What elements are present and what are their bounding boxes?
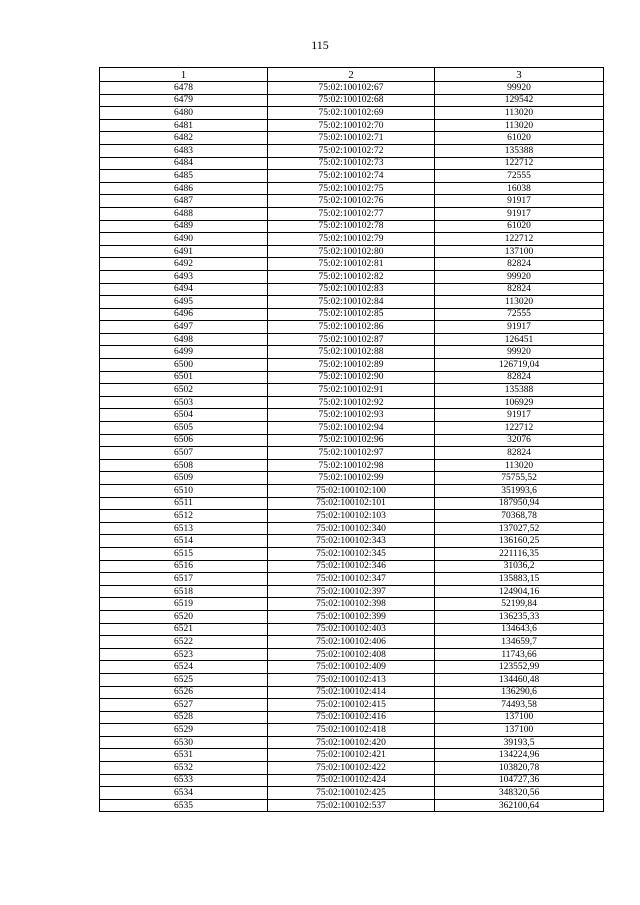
row-number-cell: 6506 bbox=[100, 434, 268, 447]
row-number-cell: 6500 bbox=[100, 359, 268, 372]
table-row bbox=[100, 661, 604, 674]
table-row bbox=[100, 94, 604, 107]
value-cell: 134659,7 bbox=[435, 636, 604, 649]
value-cell: 61020 bbox=[435, 132, 604, 145]
cadastral-number-cell: 75:02:100102:73 bbox=[268, 157, 435, 170]
cadastral-number-cell: 75:02:100102:408 bbox=[268, 648, 435, 661]
row-number-cell: 6513 bbox=[100, 522, 268, 535]
cadastral-number-cell: 75:02:100102:74 bbox=[268, 170, 435, 183]
row-number-cell: 6497 bbox=[100, 321, 268, 334]
value-cell: 134643,6 bbox=[435, 623, 604, 636]
value-cell: 134224,96 bbox=[435, 749, 604, 762]
row-number-cell: 6501 bbox=[100, 371, 268, 384]
cadastral-number-cell: 75:02:100102:76 bbox=[268, 195, 435, 208]
cadastral-number-cell: 75:02:100102:537 bbox=[268, 799, 435, 812]
row-number-cell: 6522 bbox=[100, 636, 268, 649]
row-number-cell: 6483 bbox=[100, 144, 268, 157]
value-cell: 72555 bbox=[435, 170, 604, 183]
cadastral-number-cell: 75:02:100102:406 bbox=[268, 636, 435, 649]
cadastral-number-cell: 75:02:100102:67 bbox=[268, 82, 435, 95]
value-cell: 91917 bbox=[435, 409, 604, 422]
table-row bbox=[100, 296, 604, 309]
table-row bbox=[100, 573, 604, 586]
table-row bbox=[100, 547, 604, 560]
cadastral-number-cell: 75:02:100102:78 bbox=[268, 220, 435, 233]
cadastral-number-cell: 75:02:100102:100 bbox=[268, 485, 435, 498]
value-cell: 91917 bbox=[435, 195, 604, 208]
row-number-cell: 6484 bbox=[100, 157, 268, 170]
table-row bbox=[100, 283, 604, 296]
table-row bbox=[100, 799, 604, 812]
row-number-cell: 6527 bbox=[100, 699, 268, 712]
value-cell: 113020 bbox=[435, 107, 604, 120]
row-number-cell: 6520 bbox=[100, 610, 268, 623]
value-cell: 124904,16 bbox=[435, 585, 604, 598]
row-number-cell: 6503 bbox=[100, 396, 268, 409]
table-row bbox=[100, 673, 604, 686]
row-number-cell: 6524 bbox=[100, 661, 268, 674]
cadastral-number-cell: 75:02:100102:77 bbox=[268, 207, 435, 220]
table-row bbox=[100, 308, 604, 321]
table-row bbox=[100, 699, 604, 712]
row-number-cell: 6488 bbox=[100, 207, 268, 220]
row-number-cell: 6508 bbox=[100, 459, 268, 472]
table-row bbox=[100, 371, 604, 384]
table-row bbox=[100, 233, 604, 246]
cadastral-number-cell: 75:02:100102:418 bbox=[268, 724, 435, 737]
table-row bbox=[100, 749, 604, 762]
cadastral-number-cell: 75:02:100102:93 bbox=[268, 409, 435, 422]
table-row bbox=[100, 724, 604, 737]
cadastral-number-cell: 75:02:100102:403 bbox=[268, 623, 435, 636]
table-row bbox=[100, 736, 604, 749]
value-cell: 122712 bbox=[435, 233, 604, 246]
table-row bbox=[100, 560, 604, 573]
row-number-cell: 6505 bbox=[100, 422, 268, 435]
table-row bbox=[100, 119, 604, 132]
row-number-cell: 6530 bbox=[100, 736, 268, 749]
cadastral-number-cell: 75:02:100102:92 bbox=[268, 396, 435, 409]
row-number-cell: 6509 bbox=[100, 472, 268, 485]
value-cell: 99920 bbox=[435, 82, 604, 95]
row-number-cell: 6517 bbox=[100, 573, 268, 586]
value-cell: 113020 bbox=[435, 119, 604, 132]
value-cell: 106929 bbox=[435, 396, 604, 409]
cadastral-number-cell: 75:02:100102:94 bbox=[268, 422, 435, 435]
value-cell: 123552,99 bbox=[435, 661, 604, 674]
row-number-cell: 6496 bbox=[100, 308, 268, 321]
row-number-cell: 6535 bbox=[100, 799, 268, 812]
table-row bbox=[100, 321, 604, 334]
table-header bbox=[100, 68, 604, 82]
table-row bbox=[100, 522, 604, 535]
cadastral-number-cell: 75:02:100102:421 bbox=[268, 749, 435, 762]
table-row bbox=[100, 585, 604, 598]
table-row bbox=[100, 346, 604, 359]
row-number-cell: 6481 bbox=[100, 119, 268, 132]
cadastral-number-cell: 75:02:100102:71 bbox=[268, 132, 435, 145]
row-number-cell: 6494 bbox=[100, 283, 268, 296]
value-cell: 126719,04 bbox=[435, 359, 604, 372]
value-cell: 82824 bbox=[435, 447, 604, 460]
row-number-cell: 6504 bbox=[100, 409, 268, 422]
cadastral-number-cell: 75:02:100102:98 bbox=[268, 459, 435, 472]
cadastral-number-cell: 75:02:100102:84 bbox=[268, 296, 435, 309]
value-cell: 351993,6 bbox=[435, 485, 604, 498]
row-number-cell: 6531 bbox=[100, 749, 268, 762]
cadastral-number-cell: 75:02:100102:87 bbox=[268, 333, 435, 346]
cadastral-number-cell: 75:02:100102:399 bbox=[268, 610, 435, 623]
row-number-cell: 6487 bbox=[100, 195, 268, 208]
value-cell: 82824 bbox=[435, 258, 604, 271]
cadastral-number-cell: 75:02:100102:85 bbox=[268, 308, 435, 321]
table-row bbox=[100, 648, 604, 661]
row-number-cell: 6482 bbox=[100, 132, 268, 145]
cadastral-number-cell: 75:02:100102:347 bbox=[268, 573, 435, 586]
value-cell: 136235,33 bbox=[435, 610, 604, 623]
cadastral-number-cell: 75:02:100102:97 bbox=[268, 447, 435, 460]
column-header-3: 3 bbox=[435, 68, 604, 82]
value-cell: 113020 bbox=[435, 459, 604, 472]
table-row bbox=[100, 207, 604, 220]
table-row bbox=[100, 787, 604, 800]
table-row bbox=[100, 623, 604, 636]
table-row bbox=[100, 396, 604, 409]
table-row bbox=[100, 132, 604, 145]
cadastral-number-cell: 75:02:100102:91 bbox=[268, 384, 435, 397]
value-cell: 135388 bbox=[435, 144, 604, 157]
value-cell: 82824 bbox=[435, 371, 604, 384]
table-row bbox=[100, 220, 604, 233]
table-row bbox=[100, 447, 604, 460]
table-row bbox=[100, 472, 604, 485]
row-number-cell: 6491 bbox=[100, 245, 268, 258]
value-cell: 31036,2 bbox=[435, 560, 604, 573]
table-row bbox=[100, 82, 604, 95]
row-number-cell: 6519 bbox=[100, 598, 268, 611]
table-row bbox=[100, 384, 604, 397]
table-row bbox=[100, 636, 604, 649]
value-cell: 16038 bbox=[435, 182, 604, 195]
table-row bbox=[100, 409, 604, 422]
value-cell: 39193,5 bbox=[435, 736, 604, 749]
row-number-cell: 6493 bbox=[100, 270, 268, 283]
row-number-cell: 6480 bbox=[100, 107, 268, 120]
table-row bbox=[100, 107, 604, 120]
table-body bbox=[100, 82, 604, 812]
row-number-cell: 6512 bbox=[100, 510, 268, 523]
cadastral-number-cell: 75:02:100102:96 bbox=[268, 434, 435, 447]
value-cell: 135388 bbox=[435, 384, 604, 397]
row-number-cell: 6498 bbox=[100, 333, 268, 346]
row-number-cell: 6515 bbox=[100, 547, 268, 560]
row-number-cell: 6523 bbox=[100, 648, 268, 661]
table-row bbox=[100, 510, 604, 523]
row-number-cell: 6495 bbox=[100, 296, 268, 309]
cadastral-number-cell: 75:02:100102:409 bbox=[268, 661, 435, 674]
table-row bbox=[100, 434, 604, 447]
table-row bbox=[100, 485, 604, 498]
table-row bbox=[100, 195, 604, 208]
row-number-cell: 6528 bbox=[100, 711, 268, 724]
cadastral-number-cell: 75:02:100102:425 bbox=[268, 787, 435, 800]
value-cell: 32076 bbox=[435, 434, 604, 447]
cadastral-number-cell: 75:02:100102:68 bbox=[268, 94, 435, 107]
cadastral-number-cell: 75:02:100102:416 bbox=[268, 711, 435, 724]
cadastral-number-cell: 75:02:100102:415 bbox=[268, 699, 435, 712]
cadastral-number-cell: 75:02:100102:343 bbox=[268, 535, 435, 548]
value-cell: 99920 bbox=[435, 270, 604, 283]
value-cell: 91917 bbox=[435, 321, 604, 334]
value-cell: 137100 bbox=[435, 724, 604, 737]
cadastral-number-cell: 75:02:100102:99 bbox=[268, 472, 435, 485]
row-number-cell: 6478 bbox=[100, 82, 268, 95]
row-number-cell: 6526 bbox=[100, 686, 268, 699]
table-row bbox=[100, 598, 604, 611]
cadastral-number-cell: 75:02:100102:90 bbox=[268, 371, 435, 384]
row-number-cell: 6532 bbox=[100, 762, 268, 775]
column-header-2: 2 bbox=[268, 68, 435, 82]
row-number-cell: 6534 bbox=[100, 787, 268, 800]
cadastral-number-cell: 75:02:100102:75 bbox=[268, 182, 435, 195]
cadastral-number-cell: 75:02:100102:69 bbox=[268, 107, 435, 120]
cadastral-number-cell: 75:02:100102:82 bbox=[268, 270, 435, 283]
table-row bbox=[100, 535, 604, 548]
cadastral-number-cell: 75:02:100102:70 bbox=[268, 119, 435, 132]
row-number-cell: 6486 bbox=[100, 182, 268, 195]
value-cell: 99920 bbox=[435, 346, 604, 359]
cadastral-number-cell: 75:02:100102:346 bbox=[268, 560, 435, 573]
value-cell: 72555 bbox=[435, 308, 604, 321]
value-cell: 137100 bbox=[435, 245, 604, 258]
table-row bbox=[100, 711, 604, 724]
table-row bbox=[100, 245, 604, 258]
value-cell: 126451 bbox=[435, 333, 604, 346]
cadastral-number-cell: 75:02:100102:414 bbox=[268, 686, 435, 699]
value-cell: 135883,15 bbox=[435, 573, 604, 586]
table-row bbox=[100, 762, 604, 775]
row-number-cell: 6511 bbox=[100, 497, 268, 510]
value-cell: 137100 bbox=[435, 711, 604, 724]
value-cell: 134460,48 bbox=[435, 673, 604, 686]
value-cell: 348320,56 bbox=[435, 787, 604, 800]
value-cell: 75755,52 bbox=[435, 472, 604, 485]
row-number-cell: 6516 bbox=[100, 560, 268, 573]
cadastral-number-cell: 75:02:100102:103 bbox=[268, 510, 435, 523]
value-cell: 137027,52 bbox=[435, 522, 604, 535]
cadastral-number-cell: 75:02:100102:79 bbox=[268, 233, 435, 246]
value-cell: 187950,94 bbox=[435, 497, 604, 510]
table-row bbox=[100, 157, 604, 170]
table-row bbox=[100, 774, 604, 787]
cadastral-number-cell: 75:02:100102:86 bbox=[268, 321, 435, 334]
value-cell: 136160,25 bbox=[435, 535, 604, 548]
value-cell: 104727,36 bbox=[435, 774, 604, 787]
cadastral-number-cell: 75:02:100102:88 bbox=[268, 346, 435, 359]
value-cell: 61020 bbox=[435, 220, 604, 233]
row-number-cell: 6485 bbox=[100, 170, 268, 183]
value-cell: 91917 bbox=[435, 207, 604, 220]
row-number-cell: 6518 bbox=[100, 585, 268, 598]
cadastral-number-cell: 75:02:100102:422 bbox=[268, 762, 435, 775]
row-number-cell: 6499 bbox=[100, 346, 268, 359]
table-row bbox=[100, 182, 604, 195]
row-number-cell: 6489 bbox=[100, 220, 268, 233]
cadastral-number-cell: 75:02:100102:81 bbox=[268, 258, 435, 271]
value-cell: 113020 bbox=[435, 296, 604, 309]
value-cell: 11743,66 bbox=[435, 648, 604, 661]
row-number-cell: 6510 bbox=[100, 485, 268, 498]
cadastral-number-cell: 75:02:100102:398 bbox=[268, 598, 435, 611]
cadastral-number-cell: 75:02:100102:345 bbox=[268, 547, 435, 560]
value-cell: 70368,78 bbox=[435, 510, 604, 523]
table-row bbox=[100, 686, 604, 699]
row-number-cell: 6521 bbox=[100, 623, 268, 636]
cadastral-number-cell: 75:02:100102:80 bbox=[268, 245, 435, 258]
cadastral-number-cell: 75:02:100102:101 bbox=[268, 497, 435, 510]
value-cell: 221116,35 bbox=[435, 547, 604, 560]
table-row bbox=[100, 422, 604, 435]
value-cell: 74493,58 bbox=[435, 699, 604, 712]
value-cell: 52199,84 bbox=[435, 598, 604, 611]
table-row bbox=[100, 359, 604, 372]
row-number-cell: 6533 bbox=[100, 774, 268, 787]
value-cell: 362100,64 bbox=[435, 799, 604, 812]
cadastral-number-cell: 75:02:100102:89 bbox=[268, 359, 435, 372]
table-row bbox=[100, 610, 604, 623]
table-row bbox=[100, 170, 604, 183]
cadastral-number-cell: 75:02:100102:72 bbox=[268, 144, 435, 157]
cadastral-number-cell: 75:02:100102:397 bbox=[268, 585, 435, 598]
cadastral-number-cell: 75:02:100102:413 bbox=[268, 673, 435, 686]
page-number: 115 bbox=[311, 38, 329, 52]
row-number-cell: 6514 bbox=[100, 535, 268, 548]
row-number-cell: 6479 bbox=[100, 94, 268, 107]
value-cell: 122712 bbox=[435, 157, 604, 170]
value-cell: 103820,78 bbox=[435, 762, 604, 775]
cadastral-number-cell: 75:02:100102:424 bbox=[268, 774, 435, 787]
row-number-cell: 6490 bbox=[100, 233, 268, 246]
table-row bbox=[100, 258, 604, 271]
column-header-1: 1 bbox=[100, 68, 268, 82]
value-cell: 82824 bbox=[435, 283, 604, 296]
cadastral-number-cell: 75:02:100102:420 bbox=[268, 736, 435, 749]
row-number-cell: 6529 bbox=[100, 724, 268, 737]
table-row bbox=[100, 270, 604, 283]
row-number-cell: 6502 bbox=[100, 384, 268, 397]
table-row bbox=[100, 497, 604, 510]
value-cell: 122712 bbox=[435, 422, 604, 435]
value-cell: 129542 bbox=[435, 94, 604, 107]
row-number-cell: 6492 bbox=[100, 258, 268, 271]
cadastral-number-cell: 75:02:100102:340 bbox=[268, 522, 435, 535]
value-cell: 136290,6 bbox=[435, 686, 604, 699]
table-row bbox=[100, 333, 604, 346]
row-number-cell: 6525 bbox=[100, 673, 268, 686]
table-row bbox=[100, 144, 604, 157]
cadastral-number-cell: 75:02:100102:83 bbox=[268, 283, 435, 296]
table-header-row bbox=[100, 68, 604, 82]
table-row bbox=[100, 459, 604, 472]
row-number-cell: 6507 bbox=[100, 447, 268, 460]
data-table bbox=[99, 67, 604, 812]
